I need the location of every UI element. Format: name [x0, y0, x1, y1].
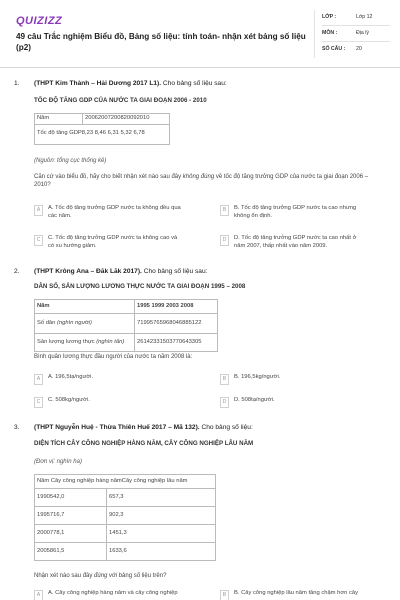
meta-label: MÔN : [322, 29, 338, 36]
meta-label: LỚP : [322, 13, 337, 20]
question-source: (THPT Krông Ana – Đăk Lăk 2017). [34, 268, 142, 275]
question-header [34, 80, 384, 89]
question-text [34, 572, 374, 580]
table-row [35, 475, 216, 489]
question-emphasis: đúng với [94, 573, 118, 579]
option-letter-box[interactable]: A [34, 205, 43, 216]
answer-option-a[interactable] [34, 204, 183, 220]
table-cell: 20062007200820092010 [83, 114, 170, 125]
table-cell: 1995716,7 [35, 507, 107, 525]
option-text: C. Tốc độ tăng trưởng GDP nước ta không cao và có xu hướng giảm. [48, 235, 178, 250]
meta-row-class [322, 10, 390, 26]
table-cell [35, 334, 135, 352]
question-number: 1. [14, 80, 20, 87]
data-table [34, 299, 218, 352]
source-note: (Nguồn: tổng cục thống kê) [34, 158, 107, 164]
meta-value: 20 [356, 46, 362, 53]
option-text: B. Cây công nghiệp lâu năm tăng chậm hơn cây [234, 590, 358, 596]
meta-row-subject [322, 26, 390, 42]
table-cell [35, 314, 135, 334]
option-letter-box[interactable]: C [34, 397, 43, 408]
table-cell: Năm [35, 300, 135, 314]
option-text: B. Tốc độ tăng trưởng GDP nước ta cao nhưng không ổn định. [234, 205, 357, 220]
option-letter-box[interactable]: D [220, 397, 229, 408]
data-table [34, 113, 170, 145]
question-text-part: Nhận xét nào sau đây [34, 573, 95, 579]
table-cell-text: 8,46 [94, 130, 106, 137]
worksheet-title: 49 câu Trắc nghiệm Biểu đồ, Bảng số liệu: tính toán- nhận xét bảng số liệu (p2) [16, 32, 306, 53]
meta-value: Địa lý [356, 29, 369, 36]
answer-option-b[interactable] [220, 589, 369, 600]
question-source: (THPT Kim Thành – Hải Dương 2017 L1). [34, 80, 162, 87]
option-letter-box[interactable]: B [220, 374, 229, 385]
answer-option-a[interactable] [34, 373, 183, 385]
table-cell: 2000778,1 [35, 525, 107, 543]
table-title: DIỆN TÍCH CÂY CÔNG NGHIỆP HÀNG NĂM, CÂY CÔNG NGHIỆP LÂU NĂM [34, 440, 254, 447]
row-label: Sản lượng lương thực [37, 338, 97, 345]
table-row [35, 300, 218, 314]
question-text: Bình quân lương thực đầu người của nước ta năm 2008 là: [34, 354, 193, 360]
question-text [34, 173, 374, 189]
meta-panel [322, 10, 390, 58]
meta-value: Lớp 12 [356, 13, 373, 20]
table-row [35, 543, 216, 561]
answer-option-d[interactable] [220, 396, 369, 408]
option-text: D. Tốc độ tăng trưởng GDP nước ta cao nhất ở năm 2007, thấp nhất vào năm 2009. [234, 235, 357, 250]
question-number: 2. [14, 268, 20, 275]
meta-label: SỐ CÂU : [322, 46, 346, 53]
option-text: A. 196,5tạ/người. [48, 374, 94, 380]
table-title: DÂN SỐ, SẢN LƯỢNG LƯƠNG THỰC NƯỚC TA GIAI ĐOẠN 1995 – 2008 [34, 283, 246, 290]
table-cell: 71995765968046885122 [135, 314, 218, 334]
row-unit: (nghìn người) [56, 319, 92, 326]
table-row [35, 124, 170, 144]
table-title: TỐC ĐỘ TĂNG GDP CỦA NƯỚC TA GIAI ĐOẠN 2006 - 2010 [34, 97, 207, 104]
unit-note: (Đơn vị: nghìn ha) [34, 459, 82, 465]
answer-option-b[interactable] [220, 204, 369, 220]
table-row [35, 507, 216, 525]
meta-row-count [322, 42, 390, 58]
table-row [35, 489, 216, 507]
question-prompt: Cho bảng số liệu sau: [161, 80, 227, 87]
answer-option-a[interactable] [34, 589, 183, 600]
option-text: B. 196,5kg/người. [234, 374, 281, 380]
answer-option-c[interactable] [34, 396, 183, 408]
data-table [34, 474, 216, 561]
table-row [35, 314, 218, 334]
worksheet-header [0, 0, 400, 68]
table-cell: 2005861,5 [35, 543, 107, 561]
row-label: Số dân [37, 319, 57, 326]
table-cell-text: 6,78 [133, 130, 145, 137]
question-text-part: Căn cứ vào biểu đồ, hãy cho biết nhận xét nào sau đây [34, 174, 183, 180]
option-letter-box[interactable]: B [220, 590, 229, 600]
table-row [35, 525, 216, 543]
option-letter-box[interactable]: C [34, 235, 43, 246]
question-text-part: bảng số liệu trên? [117, 573, 167, 579]
table-cell: 1451,3 [107, 525, 216, 543]
option-letter-box[interactable]: A [34, 374, 43, 385]
question-text-part: về tốc độ tăng trưởng GDP của nước ta giai đoạn 2006 – 2010? [34, 174, 369, 189]
table-cell-text: 5,32 [120, 130, 132, 137]
question-prompt: Cho bảng số liệu sau: [141, 268, 208, 275]
question-emphasis: không đúng [182, 174, 215, 180]
question-header [34, 424, 384, 433]
answer-option-b[interactable] [220, 373, 369, 385]
table-row [35, 114, 170, 125]
table-cell [35, 124, 170, 144]
question-prompt: Cho bảng số liệu: [199, 424, 253, 431]
table-cell: 657,3 [107, 489, 216, 507]
quizizz-logo: QUIZIZZ [16, 15, 63, 27]
question-header [34, 268, 384, 277]
answer-option-c[interactable] [34, 234, 183, 250]
option-text: A. Cây công nghiệp hàng năm và cây công nghiệp [48, 590, 178, 596]
option-letter-box[interactable]: A [34, 590, 43, 600]
table-cell: 1990542,0 [35, 489, 107, 507]
option-text: D. 508tạ/người. [234, 397, 275, 403]
table-row [35, 334, 218, 352]
table-cell: 1995 1999 2003 2008 [135, 300, 218, 314]
option-letter-box[interactable]: D [220, 235, 229, 246]
table-cell: Năm [35, 114, 83, 125]
option-text: A. Tốc độ tăng trưởng GDP nước ta không đều qua các năm. [48, 205, 181, 220]
table-cell: 902,3 [107, 507, 216, 525]
option-text: C. 508kg/người. [48, 397, 90, 403]
question-number: 3. [14, 424, 20, 431]
table-cell: 26142331503770643305 [135, 334, 218, 352]
table-cell: 1633,6 [107, 543, 216, 561]
header-divider [314, 10, 315, 58]
row-unit: (nghìn tấn) [96, 338, 125, 345]
table-cell: Năm Cây công nghiệp hàng nămCây công nghiệp lâu năm [35, 475, 216, 489]
question-source: (THPT Nguyễn Huệ - Thừa Thiên Huế 2017 – Mã 132). [34, 424, 200, 431]
option-letter-box[interactable]: B [220, 205, 229, 216]
answer-option-d[interactable] [220, 234, 369, 250]
table-cell-text: Tốc độ tăng GDP8,23 [37, 130, 94, 137]
table-cell-text: 6,31 [107, 130, 119, 137]
